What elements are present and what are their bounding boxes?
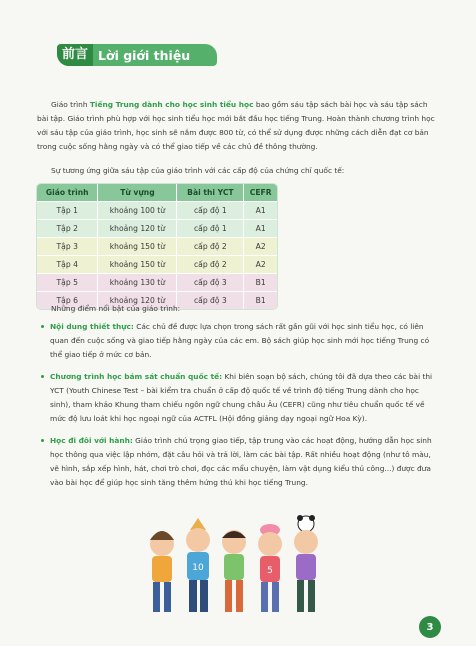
table-cell: khoảng 150 từ [97,237,176,255]
table-cell: B1 [243,291,277,309]
table-row [37,237,277,255]
table-cell: khoảng 120 từ [97,219,176,237]
table-cell: khoảng 120 từ [97,291,176,309]
table-cell: Tập 1 [37,201,97,219]
table-cell: khoảng 130 từ [97,273,176,291]
section-title [57,44,217,66]
intro-text-after: bao gồm sáu tập sách bài học và sáu tập sách bài tập. Giáo trình phù hợp với học sinh tiểu học mới bắt đầu học tiếng Trung. Hoàn thành chương trình học với sáu tập của giáo trình, học sinh sẽ nắm được 800 từ, có thể sử dụng được những cách diễn đạt cơ bản trong cuộc sống hằng ngày và có thể giao tiếp về các chủ đề thông thường. [37,100,435,151]
table-row [37,255,277,273]
table-header: Giáo trình [37,184,97,201]
shirt-number: 10 [192,563,204,573]
table-cell: A1 [243,219,277,237]
feature-lead: Chương trình học bám sát chuẩn quốc tế: [50,372,223,381]
kid-5 [294,515,318,612]
table-cell: cấp độ 2 [176,255,243,273]
table-cell: cấp độ 3 [176,291,243,309]
list-item [40,434,440,490]
table-header-row [37,184,277,201]
table-cell: khoảng 150 từ [97,255,176,273]
features-list [40,320,440,498]
table-cell: Tập 2 [37,219,97,237]
table-cell: cấp độ 1 [176,201,243,219]
table-cell: cấp độ 2 [176,237,243,255]
list-item [40,370,440,426]
table-cell: cấp độ 1 [176,219,243,237]
level-table [36,183,278,310]
feature-text: Giáo trình chú trọng giao tiếp, tập trung vào các hoạt động, hướng dẫn học sinh học thông qua việc lập nhóm, đặt câu hỏi và trả lời, làm các bài tập. Rất nhiều hoạt động (như tô màu, vẽ hình, sắp xếp hình, hát, chơi trò chơi, đọc các mẩu chuyện, làm vật dụng kiểu thủ công...) được đưa vào bài học để giúp học sinh tăng thêm hứng thú khi học tiếng Trung. [50,436,432,487]
features-intro: Những điểm nổi bật của giáo trình: [51,304,181,313]
intro-paragraph [37,98,437,154]
kid-3 [222,530,246,612]
feature-text: Khi biên soạn bộ sách, chúng tôi đã dựa theo các bài thi YCT (Youth Chinese Test – bài kiểm tra chuẩn ở cấp độ quốc tế về trình độ tiếng Trung dành cho học sinh), tham khảo Khung tham chiếu ngôn ngữ chung châu Âu (CEFR) cũng như tiêu chuẩn quốc tế về mức độ lưu loát khi học ngoại ngữ của ACTFL (Hội đồng giảng dạy ngoại ngữ Hoa Kỳ). [50,372,433,423]
table-row [37,219,277,237]
table-cell: A2 [243,255,277,273]
table-cell: Tập 6 [37,291,97,309]
intro-text-before: Giáo trình [51,100,90,109]
table-cell: A2 [243,237,277,255]
page-number: 3 [419,616,441,638]
table-cell: Tập 5 [37,273,97,291]
table-intro: Sự tương ứng giữa sáu tập của giáo trình với các cấp độ của chứng chỉ quốc tế: [51,166,345,175]
intro-highlight: Tiếng Trung dành cho học sinh tiểu học [89,100,254,109]
table-cell: cấp độ 3 [176,273,243,291]
feature-lead: Học đi đôi với hành: [50,436,133,445]
table-cell: khoảng 100 từ [97,201,176,219]
table-cell: Tập 3 [37,237,97,255]
table-row [37,201,277,219]
kid-4 [258,524,282,612]
table-header: CEFR [243,184,277,201]
title-chinese: 前言 [57,44,93,66]
kids-illustration [140,510,340,630]
shirt-number: 5 [267,566,273,576]
table-cell: B1 [243,273,277,291]
feature-lead: Nội dung thiết thực: [50,322,134,331]
title-vietnamese: Lời giới thiệu [98,47,191,63]
table-cell: A1 [243,201,277,219]
table-header: Bài thi YCT [176,184,243,201]
table-cell: Tập 4 [37,255,97,273]
list-item [40,320,440,362]
feature-text: Các chủ đề được lựa chọn trong sách rất gần gũi với học sinh tiểu học, có liên quan đến cuộc sống và giao tiếp hằng ngày của các em. Bộ sách giúp học sinh mới học tiếng Trung có thể giao tiếp ở mức cơ bản. [50,322,430,359]
table-header: Từ vựng [97,184,176,201]
table-row [37,273,277,291]
kid-2 [186,518,210,612]
kid-1 [150,531,174,612]
